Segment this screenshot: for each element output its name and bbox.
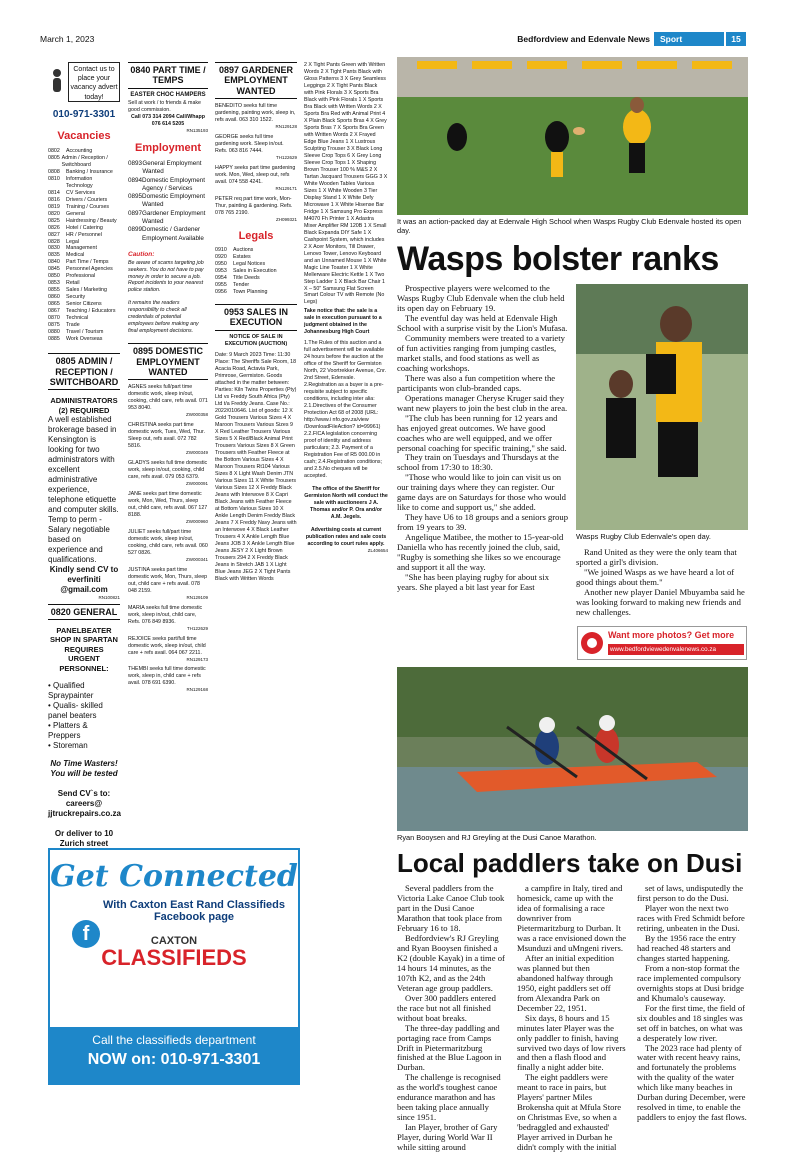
- paragraph: The challenge is recognised as the world's toughest canoe endurance marathon and has been taking place annually since 1951.: [397, 1072, 501, 1123]
- paragraph: a campfire in Italy, tired and homesick, came up with the idea of formalising a race downriver from Pietermaritzburg to Durban. It was a race envisioned down the Msunduzi and uMngeni rivers.: [517, 883, 627, 953]
- list-item: [48, 225, 120, 232]
- list-item: [215, 247, 297, 254]
- list-item: [48, 266, 120, 273]
- item-code: 0819: [48, 203, 60, 210]
- paragraph: After an initial expedition was planned but then abandoned halfway through 1950, eight paddlers set off from Alexandra Park on December 22, 1951.: [517, 952, 615, 1013]
- paragraph: Another new player Daniel Mbuyamba said he was looking forward to making new friends and new challenges.: [576, 586, 745, 617]
- item-label: Part Time / Temps: [66, 259, 109, 266]
- ad-ref: RN129128: [275, 123, 297, 129]
- ad-band: [50, 1027, 298, 1083]
- classified-ad: [128, 491, 208, 525]
- item-label: Work Overseas: [66, 336, 103, 343]
- panelbeater-note: No Time Wasters! You will be tested: [50, 758, 118, 778]
- classified-ad: [128, 666, 208, 693]
- list-item: [48, 280, 120, 287]
- item-label: Auctions: [233, 247, 254, 254]
- canoe-photo: [397, 667, 748, 831]
- item-code: 0840: [48, 259, 60, 266]
- paragraph: "She has been playing rugby for about six years. She played a bit last year for East: [397, 572, 550, 593]
- list-item: [128, 210, 208, 227]
- vacancies-list: [48, 148, 120, 344]
- item-label: HR / Personnel: [66, 231, 102, 238]
- panelbeater-ad: [48, 626, 120, 855]
- item-code: 0875: [48, 322, 60, 329]
- item-code: 0894: [128, 176, 143, 184]
- legals-list: [215, 247, 297, 296]
- notice-ref: ZL406654: [367, 547, 388, 553]
- item-code: 0956: [215, 289, 227, 296]
- admin-ad-body: A well established brokerage based in Kensington is looking for two administrators with excellent administrative experience, telephone etiquette and computer skills. Temp to perm - Salary negotiable based on experience and qualifications.: [48, 415, 119, 565]
- promo-url[interactable]: www.bedfordviewedenvalenews.co.za: [608, 644, 744, 655]
- list-item: • Platters & Preppers: [48, 720, 88, 740]
- item-label: General Employment Wanted: [142, 159, 202, 176]
- item-code: 0827: [48, 231, 60, 238]
- paragraph: Rand United as they were the only team that sported a girl's division.: [576, 547, 737, 567]
- item-label: CV Services: [66, 189, 96, 196]
- classifieds-column-2: [128, 62, 208, 693]
- admin-ad-heading: ADMINISTRATORS (2) REQUIRED: [50, 396, 118, 415]
- item-label: Technical: [66, 315, 89, 322]
- item-code: 0853: [48, 280, 60, 287]
- admin-ad: [48, 396, 120, 600]
- item-label: Information Technology: [65, 175, 93, 189]
- item-code: 0895: [128, 193, 143, 201]
- ad-text: BENEDITO seeks full time gardening, painting work, sleep in, refs avail. 063 310 1522.: [215, 103, 296, 123]
- item-code: 0835: [48, 252, 60, 259]
- panelbeater-heading: PANELBEATER SHOP IN SPARTAN REQUIRES URGENT PERSONNEL:: [50, 626, 118, 673]
- paragraph: Bedfordview's RJ Greyling and Ryan Booysen finished a K2 (double Kayak) in a time of 14 hours 14 minutes, as the 107th K2, and as the 24th Veteran age group paddlers.: [397, 932, 505, 993]
- item-label: Banking / Insurance: [66, 168, 113, 175]
- ad-text: MARIA seeks full time domestic work, sleep in/out, child care, Refs. 076 849 8936.: [128, 604, 203, 625]
- admin-reception-heading: 0805 ADMIN / RECEPTION / SWITCHBOARD: [48, 353, 120, 390]
- paragraph: There was also a fun competition where the participants won club-branded caps.: [397, 372, 556, 393]
- publication-name: Bedfordview and Edenvale News: [517, 34, 650, 44]
- list-item: [128, 160, 208, 177]
- notice-heading: NOTICE OF SALE IN EXECUTION (AUCTION): [224, 333, 288, 347]
- item-code: 0955: [215, 282, 227, 289]
- item-label: Accounting: [66, 147, 93, 154]
- paragraph: "The club has been running for 12 years and has enjoyed great outcomes. We have good coaches who are well equipped, and we offer personal coaching for specific training," she said.: [397, 412, 567, 453]
- paragraph: From a non-stop format the race implemented compulsory overnights stops at Dusi bridge and Khumalo's causeway.: [637, 962, 744, 1003]
- part-time-heading: 0840 PART TIME / TEMPS: [128, 62, 208, 89]
- paragraph: Ian Player, brother of Gary Player, during World War II while sitting around: [397, 1122, 498, 1153]
- paragraph: Community members were treated to a variety of fun activities ranging from jumping castles, market stalls, and food stations as well as coaching workshops.: [397, 332, 565, 373]
- item-code: 0899: [128, 226, 143, 234]
- item-label: Senior Citizens: [66, 301, 102, 308]
- item-code: 0867: [48, 308, 60, 315]
- paragraph: For the first time, the field of six doubles and 18 singles was set off in batches, on what was a desperately low river.: [637, 1002, 745, 1043]
- paragraph: Player won the next two races with Fred Schmidt before retiring, unbeaten in the Dusi.: [637, 902, 745, 933]
- paragraph: The eight paddlers were meant to race in pairs, but Players' partner Miles Brokensha quit at Mfula Store on Christmas Eve, so when a 'bedraggled and exhausted' Player arrived in Durban he didn't comply with the initial: [517, 1072, 622, 1153]
- item-label: Training / Courses: [66, 203, 110, 210]
- section-label: Sport: [654, 32, 724, 46]
- list-item: [48, 301, 120, 308]
- easter-hampers-body: Sell at work / to friends & make good commission.: [128, 99, 202, 113]
- list-item: [48, 218, 120, 225]
- ad-text: GEORGE seeks full time gardening work. Sleep in/out. Refs. 063 816 7444.: [215, 133, 284, 154]
- ad-brand: CAXTON: [150, 935, 198, 947]
- list-item: [48, 190, 120, 197]
- rugby-article-right: [576, 548, 748, 618]
- item-code: 0880: [48, 329, 60, 336]
- item-code: 0820: [48, 210, 60, 217]
- classified-ad: [128, 529, 208, 563]
- item-code: 0860: [48, 294, 60, 301]
- list-item: [48, 273, 120, 280]
- item-code: 0850: [48, 273, 60, 280]
- item-label: Legal Notices: [233, 261, 266, 268]
- item-label: Teaching / Educators: [66, 308, 116, 315]
- admin-ad-contact: Kindly send CV to everfiniti @gmail.com: [49, 565, 119, 595]
- list-item: [48, 176, 120, 190]
- list-item: [48, 322, 120, 329]
- item-label: Gardener Employment Wanted: [142, 209, 206, 226]
- list-item: [48, 294, 120, 301]
- item-label: Title Deeds: [233, 275, 260, 282]
- paragraph: They have U6 to 18 groups and a seniors group from 19 years to 39.: [397, 512, 569, 533]
- item-label: Domestic Employment Wanted: [142, 193, 206, 209]
- classified-ad: [215, 134, 297, 161]
- list-item: [215, 289, 297, 296]
- ad-title: Get Connected: [50, 859, 298, 894]
- list-item: [48, 204, 120, 211]
- ad-band-phone[interactable]: NOW on: 010-971-3301: [87, 1051, 261, 1068]
- list-item: [215, 261, 297, 268]
- paragraph: The 2023 race had plenty of water with recent heavy rains, and fortunately the problems with the quality of the water which like many beaches in Durban during December, were resolved in time, to enable the paddlers to enjoy the fast flows.: [637, 1042, 747, 1123]
- ad-band-line1: Call the classifieds department: [92, 1033, 256, 1047]
- classified-ad: [128, 605, 208, 632]
- paragraph: The three-day paddling and portaging race from Camps Drift in Pietermaritzburg finished at the Blue Lagoon in Durban.: [397, 1022, 502, 1073]
- item-code: 0830: [48, 245, 60, 252]
- item-code: 0865: [48, 301, 60, 308]
- list-item: • Qualified Spraypainter: [48, 680, 94, 700]
- item-label: Tender: [233, 282, 250, 289]
- item-code: 0810: [48, 175, 60, 182]
- ad-text: JULIET seeks full/part time domestic work, sleep in/out, cooking, child care, refs avail. 060 527 0826.: [128, 528, 208, 556]
- ad-ref: RN129171: [275, 185, 297, 191]
- notice-take: Take notice that: the sale is a sale in execution pursuant to a judgment obtained in the Johannesburg High Court: [304, 308, 382, 336]
- list-item: • Qualis- skilled panel beaters: [48, 700, 103, 720]
- panelbeater-send: Send CV`s to: careers@ jjtruckrepairs.co.za: [48, 788, 121, 818]
- list-item: [48, 336, 120, 343]
- vacancies-title: Vacancies: [57, 130, 111, 143]
- paragraph: set of laws, undisputedly the first person to do the Dusi.: [637, 883, 744, 903]
- ad-ref: ZW000341: [185, 556, 208, 562]
- item-label: Sales in Execution: [233, 268, 277, 275]
- caution-body: Be aware of scams targeting job seekers. You do not have to pay money in order to secure a job. Report incidents to your nearest police station.: [128, 259, 204, 294]
- caution-heading: Caution:: [128, 250, 155, 258]
- goods-list: 2 X Tight Pants Green with Written Words 2 X Tight Pants Black with Gloss Patterns 3 X Grey Seamless Leggings 2 X Tight Pants Black with Pink Florals 3 X Sports Bra Black with Pink Florals 1 X Sports Bra Black with Written Words 2 X Sports Bra Red with Animal Print 4 X Plain Black Sports Bras 4 X Grey Sports Bras 7 X Sports Bra Green with Written Words 2 X Frayed Edge Blue Jeans 1 X Lustrous Sculpting Trouser 3 X Black Long Sleeve Crop Tops 6 X Grey Long Sleeve Crop Tops 1 X Shaping Brown Trouser 100 % M&S 2 X Tartan Jacquard Trousers GGG 3 X White Wooden Tables Various Sizes 1 X White Wooden 3 Tier Display Stand 1 X White Defy Microwave 1 X White Hisense Bar Fridge 1 X Samsung Pro Express M4070 Fh Printer 1 X Adastra Mixer Amplifier RM 120B 1 X Small Black Expanda DIY Safe 1 X Cashpoint System, which includes 2 X Acer Monitors, Till Drawer, Lenovo Tower, Lenovo Keyboard and an Unnamed Mouse 1 X White Magic Line Toaster 1 X White Mellerware Electric Kettle 1 X Two Step Ladder 1 X Black Bar Chair 1 X – 50" Samsung Flat Screen Smart Colour TV with Remote (No Legs): [304, 62, 388, 306]
- item-label: Medical: [66, 252, 85, 259]
- classified-ad: [128, 460, 208, 487]
- item-code: 0828: [48, 238, 60, 245]
- item-label: Professional: [66, 273, 96, 280]
- item-code: 0845: [48, 266, 60, 273]
- item-code: 0897: [128, 209, 143, 217]
- item-code: 0910: [215, 247, 227, 254]
- item-label: Hotel / Catering: [66, 224, 103, 231]
- list-item: [48, 155, 120, 169]
- list-item: [48, 232, 120, 239]
- classified-ad: [128, 384, 208, 418]
- ad-ref: RN129168: [186, 687, 208, 693]
- general-heading: 0820 GENERAL: [48, 604, 120, 620]
- ad-ref: ZH099321: [275, 216, 297, 222]
- page-number: 15: [726, 32, 746, 46]
- ad-text: JANE seeks part time domestic work, Mon, Wed, Thurs, sleep out, child care, refs avail. 067 127 8188.: [128, 491, 208, 518]
- domestic-heading: 0895 DOMESTIC EMPLOYMENT WANTED: [128, 343, 208, 380]
- item-label: Hairdressing / Beauty: [66, 217, 117, 224]
- classified-ad: [128, 636, 208, 663]
- list-item: [128, 193, 208, 210]
- rugby-article-left: [397, 284, 569, 593]
- item-label: Legal: [66, 238, 79, 245]
- ad-ref: RN129109: [186, 594, 208, 600]
- ad-ref: RN129173: [186, 656, 208, 662]
- list-item: [48, 245, 120, 252]
- list-item: [48, 211, 120, 218]
- paragraph: Operations manager Cheryse Kruger said they want new players to join the best club in the area.: [397, 392, 568, 413]
- paragraph: "We joined Wasps as we have heard a lot of good things about them.": [576, 566, 735, 587]
- item-code: 0920: [215, 254, 227, 261]
- item-code: 0870: [48, 315, 60, 322]
- rugby-caption-2: Wasps Rugby Club Edenvale's open day.: [576, 532, 711, 541]
- legals-title: Legals: [238, 229, 274, 242]
- paragraph: The eventful day was held at Edenvale High School with a surprise visit by the Lion's Mufasa.: [397, 312, 568, 333]
- list-item: [215, 254, 297, 261]
- more-photos-promo[interactable]: [577, 626, 747, 660]
- employment-list: [128, 160, 208, 243]
- paragraph: Angelique Matibee, the mother to 15-year-old Daniella who has recently joined the club, said, "Rugby is something she likes so we encourage and support it all the way.: [397, 532, 564, 573]
- list-item: [215, 268, 297, 275]
- contact-box: Contact us to place your vacancy advert today!: [68, 62, 120, 102]
- ad-text: JUSTINA seeks part time domestic work, Mon, Thurs, sleep out, child care + refs avail. 078 048 2159.: [128, 566, 208, 594]
- notice-adv: Advertising costs at current publication rates and sale costs according to court rules apply.: [305, 527, 387, 547]
- ad-text: GLADYS seeks full time domestic work, sleep in/out, cooking, child care, refs avail. 079 053 6379.: [128, 460, 208, 481]
- page-header: [40, 32, 746, 46]
- classified-ad: [128, 567, 208, 601]
- item-code: 0816: [48, 196, 60, 203]
- item-code: 0855: [48, 287, 60, 294]
- item-label: Security: [66, 294, 86, 301]
- megaphone-icon: [48, 67, 66, 97]
- classified-ad: [215, 103, 297, 130]
- item-label: Domestic Employment Agency / Services: [142, 176, 206, 192]
- sales-in-execution-heading: 0953 SALES IN EXECUTION: [215, 304, 297, 331]
- list-item: [48, 308, 120, 315]
- panelbeater-deliver: Or deliver to 10 Zurich street: [54, 828, 114, 848]
- ad-text: THEMBI seeks full time domestic work, sleep in, child care + refs avail. 078 691 6390.: [128, 666, 206, 687]
- contact-phone[interactable]: 010-971-3301: [52, 109, 116, 120]
- panelbeater-items: [48, 681, 120, 751]
- contact-block: [48, 62, 120, 102]
- classifieds-column-3: [215, 62, 297, 583]
- paragraph: By the 1956 race the entry had reached 48 starters and changes started happening.: [637, 932, 736, 963]
- ad-ref: ZW000349: [185, 450, 208, 456]
- item-code: 0802: [48, 147, 60, 154]
- ad-brand-classifieds: CLASSIFIEDS: [101, 945, 247, 970]
- list-item: [128, 177, 208, 194]
- item-code: 0814: [48, 189, 60, 196]
- canoe-caption: Ryan Booysen and RJ Greyling at the Dusi Canoe Marathon.: [397, 833, 597, 842]
- get-connected-ad[interactable]: [48, 848, 300, 1085]
- notice-body: Date: 9 March 2023 Time: 11:30 Place: The Sheriffs Sale Room, 18 Acacia Road, Actavia Park, Primrose, Germiston. Goods attached in the matter between: Parties: Kiln Twins Properties (Pty) Ltd vs Freddy South Africa (Pty) Ltd t/a Freddy Jeans. Case No.: 2022/010646. List of goods: 12 X Gold Trousers Various Sizes 4 X Maroon Trousers Various Sizes 9 X Red Leather Trousers Various Sizes 5 X Red/Black Animal Print Trousers Various Sizes 8 X Green Trousers with Feather Fleece at the Bottom Various Sizes 4 X Maroon Trousers Rt104 Various Sizes 8 X Light Wash Denim JTN Various Sizes 11 X White Trousers Various Sizes 12 X Freddy Black Jeans with Interwove 8 X Capri Black Jeans with Feather Fleece at Bottom Various Sizes 10 X Ankle Length Denim Freddy Black Jeans 7 X Freddy Navy Jeans with an Interwove 4 X Black Leather Trousers 4 X Ankle Length Blue Jeans JOB 3 X Ankle Length Blue Jeans JESY 2 X Light Brown Trousers 294 2 X Freddy Black Jeans in Stretch JAB 1 X Light Blue Jeans JEG 2 X Tight Pants Black with Written Words: [215, 352, 297, 582]
- ad-line: With Caxton East Rand Classifieds Facebook page: [102, 899, 286, 923]
- easter-hampers-heading: EASTER CHOC HAMPERS: [130, 91, 206, 98]
- list-item: [215, 282, 297, 289]
- list-item: [128, 226, 208, 243]
- classifieds-column-4: [304, 62, 388, 554]
- canoe-article-col3: [637, 884, 748, 1123]
- list-item: [48, 169, 120, 176]
- item-code: 0805: [48, 154, 60, 161]
- list-item: [48, 197, 120, 204]
- admin-ad-ref: RN100821: [98, 595, 120, 601]
- notice-office: The office of the Sheriff for Germiston North will conduct the sale with auctioneers J A. Thomas and/or P. Ora and/or A.M. Jegels.: [304, 486, 388, 521]
- item-code: 0954: [215, 275, 227, 282]
- item-label: Drivers / Couriers: [66, 196, 108, 203]
- rugby-photo-2: [576, 284, 748, 530]
- item-code: 0885: [48, 336, 60, 343]
- item-label: Admin / Reception / Switchboard: [61, 154, 108, 168]
- issue-date: March 1, 2023: [40, 34, 95, 44]
- ad-text: REJOICE seeks part/full time domestic work, sleep in/out, child care + refs avail. 064 067 2211.: [128, 635, 206, 656]
- item-code: 0950: [215, 261, 227, 268]
- classified-ad: [215, 165, 297, 192]
- gardener-ads: [215, 103, 297, 223]
- item-code: 0893: [128, 159, 143, 167]
- notice-rules: 1.The Rules of this auction and a full advertisement will be available 24 hours before the auction at the office of the Sheriff for Germiston North, 22 Voortrekker Avenue, Cnr. 2nd Street, Edenvale. 2.Registration as a buyer is a pre- requisite subject to specific conditions, including inter alia: 2.1.Directives of the Consumer Protection Act 68 of 2008 (URL: http://www.i nfo.gov.za/view /DownloadFileAction? id=99961) 2.2.FICA legislation concerning proof of identity and address particulars; 2.3. Payment of a Registration Fee of R5 000.00 in cash; 2.4.Registration conditions; and 2.5.No cheques will be accepted.: [304, 340, 387, 480]
- rugby-headline: Wasps bolster ranks: [397, 240, 719, 278]
- item-label: Domestic / Gardener Employment Available: [142, 226, 204, 242]
- employment-title: Employment: [134, 142, 201, 155]
- ad-text: AGNES seeks full/part time domestic work, sleep in/out, cooking, child care, refs avail. 071 953 8040.: [128, 384, 208, 412]
- ad-text: HAPPY seeks part time gardening work. Mon, Wed, sleep out, refs avail. 074 558 4241.: [215, 164, 296, 185]
- classified-ad: [128, 422, 208, 456]
- ad-text: PETER req part time work, Mon-Thur, painting & gardening. Refs. 078 765 2190.: [215, 195, 293, 216]
- list-item: • Storeman: [48, 740, 88, 750]
- list-item: [48, 259, 120, 266]
- list-item: [48, 252, 120, 259]
- paragraph: "Those who would like to join can visit us on our training days where they can register. Our game days are on Saturdays for those who would like to come and support us," she added.: [397, 472, 566, 513]
- paragraph: Several paddlers from the Victoria Lake Canoe Club took part in the Dusi Canoe Marathon that took place from February 16 to 18.: [397, 883, 505, 933]
- ad-ref: TH122629: [186, 625, 208, 631]
- paragraph: They train on Tuesdays and Thursdays at the school from 17:30 to 18:30.: [397, 452, 559, 473]
- list-item: [48, 315, 120, 322]
- promo-title: Want more photos? Get more: [608, 630, 735, 640]
- easter-hampers-ref: RN135193: [186, 127, 208, 133]
- ad-ref: ZW000960: [185, 518, 208, 524]
- item-label: Town Planning: [233, 289, 268, 296]
- list-item: [48, 329, 120, 336]
- item-label: Estates: [233, 254, 251, 261]
- facebook-icon: f: [72, 920, 100, 948]
- item-label: Trade: [66, 322, 80, 329]
- item-label: Retail: [66, 280, 80, 287]
- rugby-caption-1: It was an action-packed day at Edenvale High School when Wasps Rugby Club Edenvale hosted its open day.: [397, 217, 742, 235]
- caution-body-2: It remains the readers responsibility to check all credentials of potential employees before making any final employment decisions.: [128, 300, 199, 335]
- rugby-photo: [397, 57, 748, 215]
- item-label: Travel / Tourism: [66, 329, 104, 336]
- canoe-headline: Local paddlers take on Dusi: [397, 848, 743, 878]
- item-label: Sales / Marketing: [66, 287, 107, 294]
- list-item: [48, 148, 120, 155]
- ad-ref: ZW000358: [185, 412, 208, 418]
- paragraph: Over 300 paddlers entered the race but not all finished without boat breaks.: [397, 992, 496, 1023]
- ad-text: CHRISTINA seeks part time domestic work, Tues, Wed, Thur. Sleep out, refs avail. 072 782 5816.: [128, 422, 205, 450]
- paragraph: Six days, 8 hours and 15 minutes later Player was the only paddler to finish, having survived two days of low rivers and then a flash flood and finally a night adder bite.: [517, 1012, 626, 1073]
- easter-hampers-call: Call 073 314 2094 Call/Whapp 076 614 5205: [131, 113, 205, 127]
- item-label: Personnel Agencies: [66, 266, 113, 273]
- list-item: [215, 275, 297, 282]
- item-code: 0808: [48, 168, 60, 175]
- item-label: Management: [66, 245, 97, 252]
- domestic-ads: [128, 384, 208, 693]
- classified-ad: [215, 196, 297, 223]
- list-item: [48, 239, 120, 246]
- ad-ref: TH122629: [275, 154, 297, 160]
- camera-icon: [581, 632, 603, 654]
- list-item: [48, 287, 120, 294]
- gardener-heading: 0897 GARDENER EMPLOYMENT WANTED: [215, 62, 297, 99]
- item-label: General: [66, 210, 85, 217]
- item-code: 0826: [48, 224, 60, 231]
- classifieds-column-1: [48, 62, 120, 855]
- item-code: 0953: [215, 268, 227, 275]
- paragraph: Prospective players were welcomed to the Wasps Rugby Club Edenvale when the club held its open day on February 19.: [397, 283, 565, 313]
- item-code: 0825: [48, 217, 60, 224]
- ad-ref: ZW000091: [185, 481, 208, 487]
